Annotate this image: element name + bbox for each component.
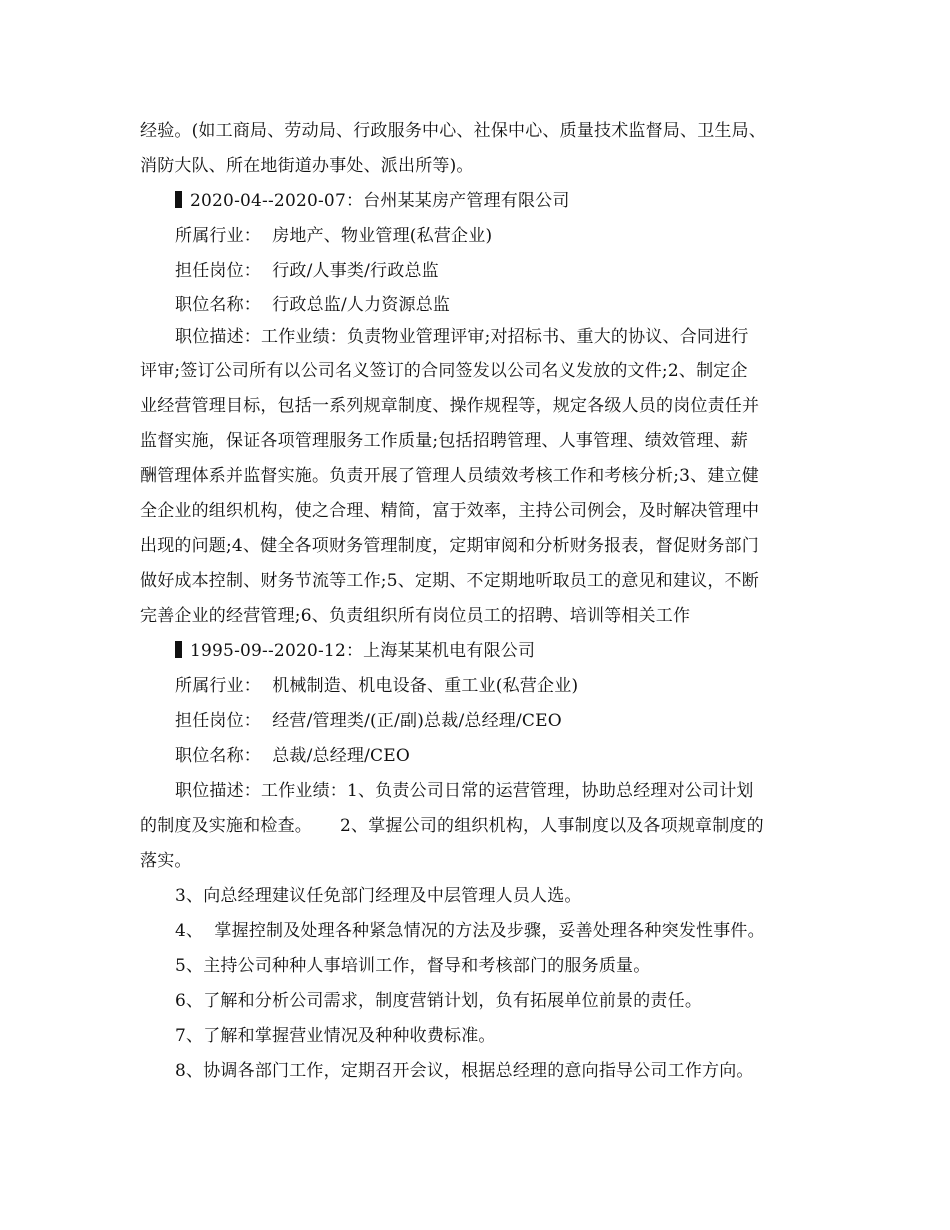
job2-industry: 所属行业： 机械制造、机电设备、重工业(私营企业): [175, 676, 579, 696]
job1-header: [175, 190, 570, 212]
job2-desc-line: 的制度及实施和检查。 2、掌握公司的组织机构，人事制度以及各项规章制度的: [140, 816, 764, 836]
job1-industry: 所属行业： 房地产、物业管理(私营企业): [175, 226, 493, 246]
job2-post: 担任岗位： 经营/管理类/(正/副)总裁/总经理/CEO: [175, 711, 562, 731]
block-bullet-icon: [175, 191, 182, 208]
job2-desc-line: 落实。: [140, 851, 192, 871]
job2-desc-line: 职位描述：工作业绩：1、负责公司日常的运营管理，协助总经理对公司计划: [175, 781, 754, 801]
job1-desc-line: 酬管理体系并监督实施。负责开展了管理人员绩效考核工作和考核分析;3、建立健: [140, 466, 759, 486]
job2-header-text: 1995-09--2020-12：上海某某机电有限公司: [190, 641, 536, 661]
job1-header-text: 2020-04--2020-07：台州某某房产管理有限公司: [190, 191, 570, 211]
job1-desc-line: 做好成本控制、财务节流等工作;5、定期、不定期地听取员工的意见和建议，不断: [140, 571, 759, 591]
job1-desc-line: 职位描述：工作业绩：负责物业管理评审;对招标书、重大的协议、合同进行: [175, 327, 749, 347]
job1-desc-line: 完善企业的经营管理;6、负责组织所有岗位员工的招聘、培训等相关工作: [140, 606, 691, 626]
job2-list-item: 7、了解和掌握营业情况及种种收费标准。: [175, 1026, 496, 1046]
block-bullet-icon: [175, 641, 182, 658]
job1-desc-line: 监督实施，保证各项管理服务工作质量;包括招聘管理、人事管理、绩效管理、薪: [140, 431, 748, 451]
paragraph-line: 经验。(如工商局、劳动局、行政服务中心、社保中心、质量技术监督局、卫生局、: [140, 121, 767, 141]
job1-desc-line: 全企业的组织机构，使之合理、精简，富于效率，主持公司例会，及时解决管理中: [140, 501, 760, 521]
job2-header: [175, 640, 535, 662]
job1-desc-line: 业经营管理目标，包括一系列规章制度、操作规程等，规定各级人员的岗位责任并: [140, 396, 760, 416]
job2-list-item: 3、向总经理建议任免部门经理及中层管理人员人选。: [175, 886, 582, 906]
job1-post: 担任岗位： 行政/人事类/行政总监: [175, 261, 439, 281]
job1-desc-line: 评审;签订公司所有以公司名义签订的合同签发以公司名义发放的文件;2、制定企: [140, 361, 748, 381]
job2-list-item: 4、 掌握控制及处理各种紧急情况的方法及步骤，妥善处理各种突发性事件。: [175, 921, 765, 941]
job2-list-item: 6、了解和分析公司需求，制度营销计划，负有拓展单位前景的责任。: [175, 991, 703, 1011]
job2-list-item: 5、主持公司种种人事培训工作，督导和考核部门的服务质量。: [175, 956, 651, 976]
paragraph-line: 消防大队、所在地街道办事处、派出所等)。: [140, 156, 474, 176]
job1-desc-line: 出现的问题;4、健全各项财务管理制度，定期审阅和分析财务报表，督促财务部门: [140, 536, 759, 556]
job1-title: 职位名称： 行政总监/人力资源总监: [175, 295, 451, 315]
job2-title: 职位名称： 总裁/总经理/CEO: [175, 746, 411, 766]
job2-list-item: 8、协调各部门工作，定期召开会议，根据总经理的意向指导公司工作方向。: [175, 1061, 754, 1081]
